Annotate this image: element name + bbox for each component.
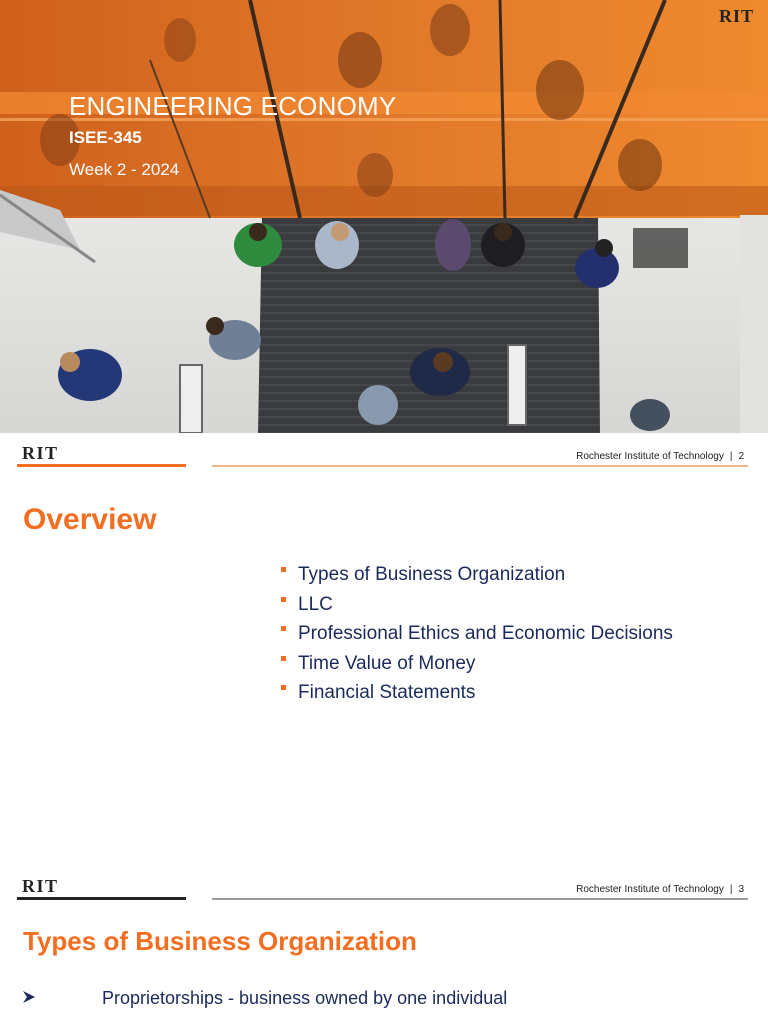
list-item [280, 560, 673, 590]
list-item-label: Proprietorships - business owned by one individual [102, 988, 508, 1008]
list-item [280, 678, 673, 708]
presentation-title: ENGINEERING ECONOMY [69, 91, 397, 121]
list-item [280, 590, 673, 620]
rit-logo: RIT [718, 6, 754, 26]
list-item-label: LLC [298, 593, 333, 615]
list-item-label: Types of Business Organization [298, 564, 566, 585]
slide-heading: Overview [23, 503, 157, 536]
slide-heading: Types of Business Organization [23, 926, 417, 956]
header-rule [212, 465, 748, 467]
separator: | [729, 884, 733, 895]
slide-footer [576, 451, 744, 462]
page-number: 2 [738, 451, 744, 462]
rit-logo: RIT [22, 876, 59, 896]
institution-name: Rochester Institute of Technology [576, 884, 724, 895]
list-item-label: Time Value of Money [298, 652, 476, 674]
bullet-square-icon [281, 597, 286, 602]
business-types-slide [0, 866, 768, 1024]
week-label: Week 2 - 2024 [69, 160, 180, 179]
logo-underline [17, 464, 186, 467]
page-number: 3 [738, 884, 744, 895]
institution-name: Rochester Institute of Technology [576, 451, 724, 462]
list-item-label: Professional Ethics and Economic Decisions [298, 623, 673, 645]
bullet-square-icon [281, 656, 286, 661]
bullet-square-icon [281, 567, 286, 572]
bullet-square-icon [281, 626, 286, 631]
atrium-photo [0, 0, 768, 433]
arrow-bullet-icon [22, 990, 36, 1004]
overview-slide [0, 433, 768, 866]
logo-underline [17, 897, 186, 900]
header-rule [212, 898, 748, 900]
rit-logo: RIT [22, 443, 59, 463]
list-item [280, 649, 673, 679]
title-slide [0, 0, 768, 433]
bullet-square-icon [281, 685, 286, 690]
course-code: ISEE-345 [69, 128, 142, 147]
overview-list [280, 560, 673, 708]
list-item [280, 619, 673, 649]
separator: | [729, 451, 733, 462]
list-item-label: Financial Statements [298, 682, 476, 704]
slide-footer [576, 884, 744, 895]
